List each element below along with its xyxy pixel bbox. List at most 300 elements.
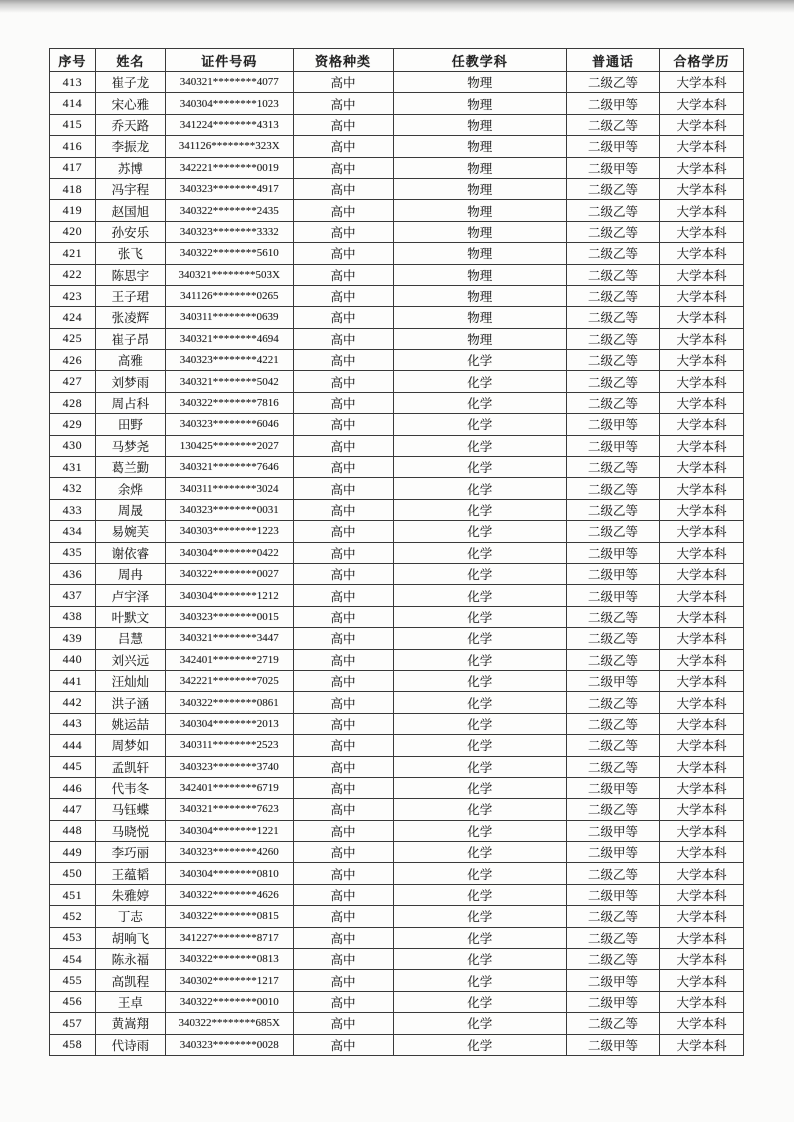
id-number-cell: 340323********4917: [165, 178, 293, 199]
subject-cell: 化学: [393, 435, 567, 456]
name-cell: 马钰蝶: [95, 799, 165, 820]
subject-cell: 化学: [393, 713, 567, 734]
qualification-type-cell: 高中: [293, 200, 393, 221]
id-number-cell: 340322********5610: [165, 243, 293, 264]
column-header-5: 普通话: [567, 49, 660, 72]
name-cell: 吕慧: [95, 628, 165, 649]
serial-cell: 454: [50, 949, 96, 970]
qualification-type-cell: 高中: [293, 670, 393, 691]
mandarin-level-cell: 二级甲等: [567, 93, 660, 114]
name-cell: 周晟: [95, 499, 165, 520]
education-cell: 大学本科: [659, 157, 743, 178]
id-number-cell: 340323********6046: [165, 414, 293, 435]
table-row: [50, 307, 744, 328]
table-row: [50, 478, 744, 499]
qualification-type-cell: 高中: [293, 178, 393, 199]
id-number-cell: 340322********0815: [165, 906, 293, 927]
table-row: [50, 264, 744, 285]
serial-cell: 419: [50, 200, 96, 221]
mandarin-level-cell: 二级乙等: [567, 328, 660, 349]
mandarin-level-cell: 二级甲等: [567, 842, 660, 863]
name-cell: 朱雅婷: [95, 884, 165, 905]
table-row: [50, 970, 744, 991]
id-number-cell: 340304********1221: [165, 820, 293, 841]
column-header-6: 合格学历: [659, 49, 743, 72]
table-row: [50, 350, 744, 371]
table-row: [50, 499, 744, 520]
serial-cell: 450: [50, 863, 96, 884]
education-cell: 大学本科: [659, 350, 743, 371]
mandarin-level-cell: 二级甲等: [567, 414, 660, 435]
qualification-type-cell: 高中: [293, 713, 393, 734]
serial-cell: 415: [50, 114, 96, 135]
table-row: [50, 949, 744, 970]
qualification-type-cell: 高中: [293, 606, 393, 627]
serial-cell: 424: [50, 307, 96, 328]
name-cell: 李巧丽: [95, 842, 165, 863]
name-cell: 冯宇程: [95, 178, 165, 199]
id-number-cell: 340304********1023: [165, 93, 293, 114]
education-cell: 大学本科: [659, 799, 743, 820]
id-number-cell: 340311********3024: [165, 478, 293, 499]
subject-cell: 物理: [393, 328, 567, 349]
id-number-cell: 340323********3740: [165, 756, 293, 777]
education-cell: 大学本科: [659, 628, 743, 649]
education-cell: 大学本科: [659, 1034, 743, 1055]
serial-cell: 427: [50, 371, 96, 392]
name-cell: 叶默文: [95, 606, 165, 627]
subject-cell: 化学: [393, 991, 567, 1012]
education-cell: 大学本科: [659, 114, 743, 135]
mandarin-level-cell: 二级乙等: [567, 735, 660, 756]
qualification-type-cell: 高中: [293, 927, 393, 948]
id-number-cell: 340323********0015: [165, 606, 293, 627]
serial-cell: 422: [50, 264, 96, 285]
column-header-1: 姓名: [95, 49, 165, 72]
qualification-type-cell: 高中: [293, 820, 393, 841]
education-cell: 大学本科: [659, 285, 743, 306]
qualification-type-cell: 高中: [293, 692, 393, 713]
teacher-qualification-table: [49, 48, 744, 1056]
serial-cell: 430: [50, 435, 96, 456]
serial-cell: 456: [50, 991, 96, 1012]
id-number-cell: 341224********4313: [165, 114, 293, 135]
mandarin-level-cell: 二级甲等: [567, 157, 660, 178]
id-number-cell: 340322********2435: [165, 200, 293, 221]
mandarin-level-cell: 二级乙等: [567, 392, 660, 413]
serial-cell: 444: [50, 735, 96, 756]
mandarin-level-cell: 二级甲等: [567, 884, 660, 905]
name-cell: 马晓悦: [95, 820, 165, 841]
mandarin-level-cell: 二级乙等: [567, 350, 660, 371]
education-cell: 大学本科: [659, 820, 743, 841]
subject-cell: 化学: [393, 606, 567, 627]
table-row: [50, 628, 744, 649]
table-row: [50, 1013, 744, 1034]
education-cell: 大学本科: [659, 371, 743, 392]
mandarin-level-cell: 二级乙等: [567, 371, 660, 392]
education-cell: 大学本科: [659, 521, 743, 542]
name-cell: 葛兰勤: [95, 457, 165, 478]
subject-cell: 化学: [393, 628, 567, 649]
id-number-cell: 341227********8717: [165, 927, 293, 948]
name-cell: 黄嵩翔: [95, 1013, 165, 1034]
name-cell: 易婉芙: [95, 521, 165, 542]
table-row: [50, 927, 744, 948]
column-header-2: 证件号码: [165, 49, 293, 72]
education-cell: 大学本科: [659, 756, 743, 777]
qualification-type-cell: 高中: [293, 756, 393, 777]
education-cell: 大学本科: [659, 435, 743, 456]
id-number-cell: 340323********3332: [165, 221, 293, 242]
name-cell: 姚运喆: [95, 713, 165, 734]
subject-cell: 化学: [393, 970, 567, 991]
name-cell: 刘兴远: [95, 649, 165, 670]
serial-cell: 449: [50, 842, 96, 863]
name-cell: 卢宇泽: [95, 585, 165, 606]
qualification-type-cell: 高中: [293, 478, 393, 499]
mandarin-level-cell: 二级乙等: [567, 221, 660, 242]
name-cell: 周占科: [95, 392, 165, 413]
qualification-type-cell: 高中: [293, 157, 393, 178]
name-cell: 赵国旭: [95, 200, 165, 221]
subject-cell: 化学: [393, 906, 567, 927]
name-cell: 丁志: [95, 906, 165, 927]
name-cell: 刘梦雨: [95, 371, 165, 392]
serial-cell: 451: [50, 884, 96, 905]
id-number-cell: 340311********2523: [165, 735, 293, 756]
qualification-type-cell: 高中: [293, 136, 393, 157]
qualification-type-cell: 高中: [293, 649, 393, 670]
education-cell: 大学本科: [659, 414, 743, 435]
name-cell: 田野: [95, 414, 165, 435]
qualification-type-cell: 高中: [293, 114, 393, 135]
subject-cell: 化学: [393, 735, 567, 756]
serial-cell: 446: [50, 777, 96, 798]
serial-cell: 418: [50, 178, 96, 199]
serial-cell: 423: [50, 285, 96, 306]
table-row: [50, 563, 744, 584]
subject-cell: 化学: [393, 649, 567, 670]
qualification-type-cell: 高中: [293, 628, 393, 649]
subject-cell: 物理: [393, 157, 567, 178]
table-row: [50, 991, 744, 1012]
table-row: [50, 521, 744, 542]
education-cell: 大学本科: [659, 906, 743, 927]
qualification-type-cell: 高中: [293, 991, 393, 1012]
serial-cell: 428: [50, 392, 96, 413]
id-number-cell: 340321********7623: [165, 799, 293, 820]
subject-cell: 化学: [393, 371, 567, 392]
id-number-cell: 340322********685X: [165, 1013, 293, 1034]
education-cell: 大学本科: [659, 563, 743, 584]
mandarin-level-cell: 二级乙等: [567, 521, 660, 542]
qualification-type-cell: 高中: [293, 414, 393, 435]
subject-cell: 化学: [393, 884, 567, 905]
serial-cell: 429: [50, 414, 96, 435]
table-row: [50, 606, 744, 627]
table-row: [50, 756, 744, 777]
qualification-type-cell: 高中: [293, 392, 393, 413]
name-cell: 李振龙: [95, 136, 165, 157]
id-number-cell: 341126********0265: [165, 285, 293, 306]
qualification-type-cell: 高中: [293, 307, 393, 328]
qualification-type-cell: 高中: [293, 499, 393, 520]
mandarin-level-cell: 二级乙等: [567, 285, 660, 306]
subject-cell: 化学: [393, 820, 567, 841]
id-number-cell: 340311********0639: [165, 307, 293, 328]
mandarin-level-cell: 二级乙等: [567, 478, 660, 499]
id-number-cell: 340321********5042: [165, 371, 293, 392]
qualification-type-cell: 高中: [293, 521, 393, 542]
table-row: [50, 136, 744, 157]
education-cell: 大学本科: [659, 200, 743, 221]
mandarin-level-cell: 二级乙等: [567, 649, 660, 670]
name-cell: 周冉: [95, 563, 165, 584]
id-number-cell: 340321********7646: [165, 457, 293, 478]
qualification-type-cell: 高中: [293, 93, 393, 114]
table-row: [50, 93, 744, 114]
serial-cell: 448: [50, 820, 96, 841]
table-row: [50, 713, 744, 734]
subject-cell: 化学: [393, 863, 567, 884]
qualification-type-cell: 高中: [293, 799, 393, 820]
table-body: [50, 72, 744, 1056]
column-header-4: 任教学科: [393, 49, 567, 72]
table-row: [50, 392, 744, 413]
table-row: [50, 285, 744, 306]
education-cell: 大学本科: [659, 991, 743, 1012]
education-cell: 大学本科: [659, 970, 743, 991]
subject-cell: 化学: [393, 542, 567, 563]
education-cell: 大学本科: [659, 1013, 743, 1034]
id-number-cell: 340323********0028: [165, 1034, 293, 1055]
table-row: [50, 243, 744, 264]
id-number-cell: 340304********2013: [165, 713, 293, 734]
name-cell: 洪子涵: [95, 692, 165, 713]
name-cell: 张凌辉: [95, 307, 165, 328]
id-number-cell: 130425********2027: [165, 435, 293, 456]
name-cell: 张飞: [95, 243, 165, 264]
table-row: [50, 221, 744, 242]
name-cell: 崔子龙: [95, 72, 165, 93]
table-row: [50, 157, 744, 178]
table-row: [50, 371, 744, 392]
mandarin-level-cell: 二级乙等: [567, 499, 660, 520]
mandarin-level-cell: 二级甲等: [567, 820, 660, 841]
education-cell: 大学本科: [659, 136, 743, 157]
subject-cell: 化学: [393, 414, 567, 435]
qualification-type-cell: 高中: [293, 243, 393, 264]
education-cell: 大学本科: [659, 457, 743, 478]
subject-cell: 化学: [393, 563, 567, 584]
education-cell: 大学本科: [659, 863, 743, 884]
qualification-type-cell: 高中: [293, 735, 393, 756]
serial-cell: 439: [50, 628, 96, 649]
qualification-type-cell: 高中: [293, 1034, 393, 1055]
table-row: [50, 842, 744, 863]
name-cell: 代韦冬: [95, 777, 165, 798]
name-cell: 崔子昂: [95, 328, 165, 349]
id-number-cell: 340322********0813: [165, 949, 293, 970]
serial-cell: 420: [50, 221, 96, 242]
subject-cell: 物理: [393, 264, 567, 285]
mandarin-level-cell: 二级甲等: [567, 435, 660, 456]
id-number-cell: 340323********4260: [165, 842, 293, 863]
education-cell: 大学本科: [659, 328, 743, 349]
education-cell: 大学本科: [659, 884, 743, 905]
qualification-type-cell: 高中: [293, 906, 393, 927]
subject-cell: 物理: [393, 72, 567, 93]
subject-cell: 物理: [393, 93, 567, 114]
mandarin-level-cell: 二级乙等: [567, 72, 660, 93]
subject-cell: 化学: [393, 521, 567, 542]
education-cell: 大学本科: [659, 606, 743, 627]
id-number-cell: 340321********4694: [165, 328, 293, 349]
subject-cell: 化学: [393, 692, 567, 713]
serial-cell: 442: [50, 692, 96, 713]
education-cell: 大学本科: [659, 713, 743, 734]
serial-cell: 432: [50, 478, 96, 499]
subject-cell: 化学: [393, 799, 567, 820]
column-header-0: 序号: [50, 49, 96, 72]
id-number-cell: 342221********7025: [165, 670, 293, 691]
education-cell: 大学本科: [659, 777, 743, 798]
education-cell: 大学本科: [659, 735, 743, 756]
serial-cell: 421: [50, 243, 96, 264]
table-row: [50, 328, 744, 349]
subject-cell: 化学: [393, 585, 567, 606]
mandarin-level-cell: 二级乙等: [567, 713, 660, 734]
serial-cell: 457: [50, 1013, 96, 1034]
education-cell: 大学本科: [659, 949, 743, 970]
mandarin-level-cell: 二级乙等: [567, 264, 660, 285]
mandarin-level-cell: 二级甲等: [567, 136, 660, 157]
name-cell: 王卓: [95, 991, 165, 1012]
id-number-cell: 340323********4221: [165, 350, 293, 371]
table-row: [50, 585, 744, 606]
subject-cell: 物理: [393, 307, 567, 328]
table-row: [50, 799, 744, 820]
serial-cell: 435: [50, 542, 96, 563]
subject-cell: 物理: [393, 114, 567, 135]
education-cell: 大学本科: [659, 670, 743, 691]
education-cell: 大学本科: [659, 243, 743, 264]
qualification-type-cell: 高中: [293, 563, 393, 584]
id-number-cell: 340322********0861: [165, 692, 293, 713]
qualification-type-cell: 高中: [293, 777, 393, 798]
table-row: [50, 820, 744, 841]
mandarin-level-cell: 二级甲等: [567, 970, 660, 991]
qualification-type-cell: 高中: [293, 585, 393, 606]
serial-cell: 438: [50, 606, 96, 627]
table-row: [50, 200, 744, 221]
mandarin-level-cell: 二级甲等: [567, 670, 660, 691]
serial-cell: 458: [50, 1034, 96, 1055]
mandarin-level-cell: 二级乙等: [567, 1013, 660, 1034]
subject-cell: 化学: [393, 670, 567, 691]
qualification-type-cell: 高中: [293, 328, 393, 349]
table-row: [50, 884, 744, 905]
table-row: [50, 735, 744, 756]
table-row: [50, 542, 744, 563]
mandarin-level-cell: 二级乙等: [567, 799, 660, 820]
qualification-type-cell: 高中: [293, 221, 393, 242]
mandarin-level-cell: 二级甲等: [567, 991, 660, 1012]
name-cell: 周梦如: [95, 735, 165, 756]
name-cell: 陈思宇: [95, 264, 165, 285]
table-row: [50, 1034, 744, 1055]
qualification-type-cell: 高中: [293, 542, 393, 563]
serial-cell: 443: [50, 713, 96, 734]
education-cell: 大学本科: [659, 93, 743, 114]
name-cell: 高雅: [95, 350, 165, 371]
table-row: [50, 178, 744, 199]
subject-cell: 物理: [393, 243, 567, 264]
name-cell: 胡响飞: [95, 927, 165, 948]
subject-cell: 化学: [393, 756, 567, 777]
serial-cell: 441: [50, 670, 96, 691]
education-cell: 大学本科: [659, 478, 743, 499]
serial-cell: 445: [50, 756, 96, 777]
subject-cell: 化学: [393, 478, 567, 499]
table-row: [50, 414, 744, 435]
mandarin-level-cell: 二级乙等: [567, 457, 660, 478]
qualification-type-cell: 高中: [293, 350, 393, 371]
subject-cell: 化学: [393, 1034, 567, 1055]
qualification-type-cell: 高中: [293, 842, 393, 863]
table-row: [50, 72, 744, 93]
id-number-cell: 340304********0422: [165, 542, 293, 563]
name-cell: 王蕴韬: [95, 863, 165, 884]
mandarin-level-cell: 二级乙等: [567, 606, 660, 627]
table-row: [50, 457, 744, 478]
subject-cell: 物理: [393, 200, 567, 221]
qualification-type-cell: 高中: [293, 457, 393, 478]
mandarin-level-cell: 二级乙等: [567, 927, 660, 948]
id-number-cell: 340321********3447: [165, 628, 293, 649]
serial-cell: 437: [50, 585, 96, 606]
serial-cell: 434: [50, 521, 96, 542]
table-row: [50, 435, 744, 456]
scan-top-edge: [0, 0, 794, 13]
table-row: [50, 649, 744, 670]
subject-cell: 化学: [393, 392, 567, 413]
table-row: [50, 114, 744, 135]
name-cell: 代诗雨: [95, 1034, 165, 1055]
name-cell: 苏博: [95, 157, 165, 178]
mandarin-level-cell: 二级乙等: [567, 114, 660, 135]
mandarin-level-cell: 二级甲等: [567, 542, 660, 563]
mandarin-level-cell: 二级乙等: [567, 200, 660, 221]
education-cell: 大学本科: [659, 72, 743, 93]
serial-cell: 431: [50, 457, 96, 478]
mandarin-level-cell: 二级甲等: [567, 777, 660, 798]
education-cell: 大学本科: [659, 499, 743, 520]
qualification-type-cell: 高中: [293, 1013, 393, 1034]
mandarin-level-cell: 二级乙等: [567, 692, 660, 713]
name-cell: 宋心雅: [95, 93, 165, 114]
serial-cell: 455: [50, 970, 96, 991]
name-cell: 高凯程: [95, 970, 165, 991]
education-cell: 大学本科: [659, 221, 743, 242]
serial-cell: 440: [50, 649, 96, 670]
table-row: [50, 777, 744, 798]
id-number-cell: 340304********0810: [165, 863, 293, 884]
table-row: [50, 863, 744, 884]
subject-cell: 化学: [393, 927, 567, 948]
subject-cell: 化学: [393, 842, 567, 863]
